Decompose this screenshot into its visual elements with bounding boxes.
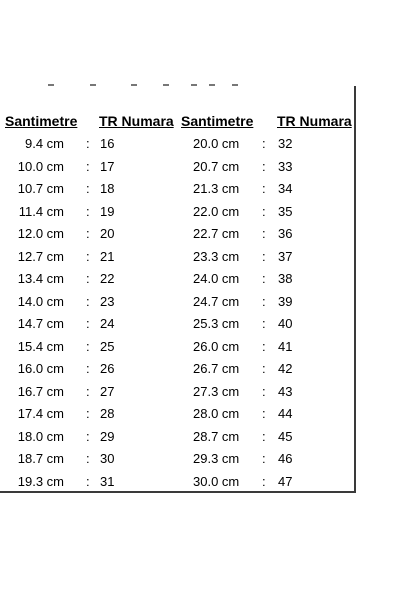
separator-colon: : bbox=[86, 226, 90, 241]
tr-left-value: 17 bbox=[100, 158, 115, 174]
separator-colon: : bbox=[262, 316, 266, 331]
tr-right-value: 44 bbox=[278, 406, 293, 421]
cm-right-value: 21.3 cm bbox=[193, 181, 240, 196]
tr-right-value: 40 bbox=[278, 316, 293, 331]
table-row bbox=[0, 246, 356, 269]
tr-left-value: 20 bbox=[100, 226, 115, 241]
tr-right-value: 37 bbox=[278, 248, 293, 264]
cm-right-value: 23.3 cm bbox=[193, 248, 240, 264]
tr-right-value: 38 bbox=[278, 271, 293, 286]
tr-right-value: 43 bbox=[278, 383, 293, 399]
cm-right-value: 28.7 cm bbox=[193, 428, 240, 444]
table-row bbox=[0, 133, 356, 156]
separator-colon: : bbox=[262, 406, 266, 421]
table-row bbox=[0, 178, 356, 201]
tr-left-value: 28 bbox=[100, 406, 115, 421]
tr-left-value: 22 bbox=[100, 271, 115, 286]
table-row bbox=[0, 336, 356, 359]
separator-colon: : bbox=[86, 248, 90, 264]
separator-colon: : bbox=[86, 293, 90, 309]
cm-right-value: 24.0 cm bbox=[193, 271, 240, 286]
dash-mark bbox=[131, 84, 137, 86]
table-row bbox=[0, 223, 356, 246]
tr-right-value: 42 bbox=[278, 361, 293, 376]
tr-right-value: 34 bbox=[278, 181, 293, 196]
separator-colon: : bbox=[262, 338, 266, 354]
separator-colon: : bbox=[86, 428, 90, 444]
size-rows bbox=[0, 133, 356, 493]
separator-colon: : bbox=[262, 248, 266, 264]
tr-right-value: 36 bbox=[278, 226, 293, 241]
table-row bbox=[0, 471, 356, 494]
separator-colon: : bbox=[86, 158, 90, 174]
separator-colon: : bbox=[86, 181, 90, 196]
table-row bbox=[0, 201, 356, 224]
cm-right-value: 28.0 cm bbox=[193, 406, 240, 421]
cm-right-value: 22.0 cm bbox=[193, 203, 240, 219]
separator-colon: : bbox=[262, 136, 266, 151]
tr-left-value: 21 bbox=[100, 248, 115, 264]
cm-left-value: 16.0 cm bbox=[17, 361, 64, 376]
cm-left-value: 19.3 cm bbox=[17, 473, 64, 489]
tr-left-value: 16 bbox=[100, 136, 115, 151]
separator-colon: : bbox=[262, 158, 266, 174]
tr-right-value: 45 bbox=[278, 428, 293, 444]
header-santimetre-right: Santimetre bbox=[181, 113, 254, 129]
cm-left-value: 16.7 cm bbox=[17, 383, 64, 399]
table-row bbox=[0, 381, 356, 404]
table-row bbox=[0, 156, 356, 179]
table-row bbox=[0, 426, 356, 449]
separator-colon: : bbox=[262, 473, 266, 489]
cm-left-value: 12.7 cm bbox=[17, 248, 64, 264]
cm-right-value: 30.0 cm bbox=[193, 473, 240, 489]
tr-left-value: 24 bbox=[100, 316, 115, 331]
cm-right-value: 22.7 cm bbox=[193, 226, 240, 241]
dash-mark bbox=[191, 84, 197, 86]
header-tr-numara-left: TR Numara bbox=[99, 113, 174, 129]
cm-left-value: 10.7 cm bbox=[17, 181, 64, 196]
separator-colon: : bbox=[86, 316, 90, 331]
separator-colon: : bbox=[86, 203, 90, 219]
table-row bbox=[0, 358, 356, 381]
cm-left-value: 15.4 cm bbox=[17, 338, 64, 354]
cm-left-value: 9.4 cm bbox=[24, 136, 64, 151]
tr-left-value: 26 bbox=[100, 361, 115, 376]
cm-right-value: 27.3 cm bbox=[193, 383, 240, 399]
tr-right-value: 46 bbox=[278, 451, 293, 466]
tr-right-value: 33 bbox=[278, 158, 293, 174]
tr-right-value: 47 bbox=[278, 473, 293, 489]
tr-left-value: 30 bbox=[100, 451, 115, 466]
dash-mark bbox=[48, 84, 54, 86]
cm-left-value: 18.7 cm bbox=[17, 451, 64, 466]
tr-left-value: 27 bbox=[100, 383, 115, 399]
cm-right-value: 26.7 cm bbox=[193, 361, 240, 376]
separator-colon: : bbox=[262, 451, 266, 466]
cm-left-value: 17.4 cm bbox=[17, 406, 64, 421]
cm-left-value: 14.0 cm bbox=[17, 293, 64, 309]
tr-right-value: 35 bbox=[278, 203, 293, 219]
dash-mark bbox=[163, 84, 169, 86]
table-row bbox=[0, 291, 356, 314]
separator-colon: : bbox=[86, 451, 90, 466]
separator-colon: : bbox=[86, 271, 90, 286]
separator-colon: : bbox=[262, 271, 266, 286]
separator-colon: : bbox=[86, 361, 90, 376]
tr-left-value: 23 bbox=[100, 293, 115, 309]
separator-colon: : bbox=[86, 406, 90, 421]
table-row bbox=[0, 448, 356, 471]
header-tr-numara-right: TR Numara bbox=[277, 113, 352, 129]
separator-colon: : bbox=[262, 428, 266, 444]
separator-colon: : bbox=[262, 361, 266, 376]
separator-colon: : bbox=[262, 226, 266, 241]
dash-mark bbox=[209, 84, 215, 86]
cm-right-value: 25.3 cm bbox=[193, 316, 240, 331]
cm-left-value: 14.7 cm bbox=[17, 316, 64, 331]
cm-left-value: 10.0 cm bbox=[17, 158, 64, 174]
tr-left-value: 19 bbox=[100, 203, 115, 219]
separator-colon: : bbox=[86, 136, 90, 151]
separator-colon: : bbox=[86, 338, 90, 354]
tr-left-value: 29 bbox=[100, 428, 115, 444]
separator-colon: : bbox=[262, 293, 266, 309]
tr-right-value: 39 bbox=[278, 293, 293, 309]
cm-right-value: 29.3 cm bbox=[193, 451, 240, 466]
cropped-text-remnants bbox=[0, 84, 356, 90]
cm-right-value: 24.7 cm bbox=[193, 293, 240, 309]
tr-left-value: 31 bbox=[100, 473, 115, 489]
cm-right-value: 20.7 cm bbox=[193, 158, 240, 174]
tr-left-value: 18 bbox=[100, 181, 115, 196]
table-row bbox=[0, 313, 356, 336]
cm-left-value: 12.0 cm bbox=[17, 226, 64, 241]
separator-colon: : bbox=[262, 383, 266, 399]
cm-right-value: 20.0 cm bbox=[193, 136, 240, 151]
tr-right-value: 32 bbox=[278, 136, 293, 151]
dash-mark bbox=[90, 84, 96, 86]
cm-left-value: 13.4 cm bbox=[17, 271, 64, 286]
header-santimetre-left: Santimetre bbox=[5, 113, 78, 129]
cm-left-value: 18.0 cm bbox=[17, 428, 64, 444]
tr-right-value: 41 bbox=[278, 338, 293, 354]
cm-left-value: 11.4 cm bbox=[18, 203, 64, 219]
table-row bbox=[0, 268, 356, 291]
tr-left-value: 25 bbox=[100, 338, 115, 354]
dash-mark bbox=[232, 84, 238, 86]
separator-colon: : bbox=[262, 181, 266, 196]
cm-right-value: 26.0 cm bbox=[193, 338, 240, 354]
separator-colon: : bbox=[262, 203, 266, 219]
separator-colon: : bbox=[86, 383, 90, 399]
table-row bbox=[0, 403, 356, 426]
separator-colon: : bbox=[86, 473, 90, 489]
